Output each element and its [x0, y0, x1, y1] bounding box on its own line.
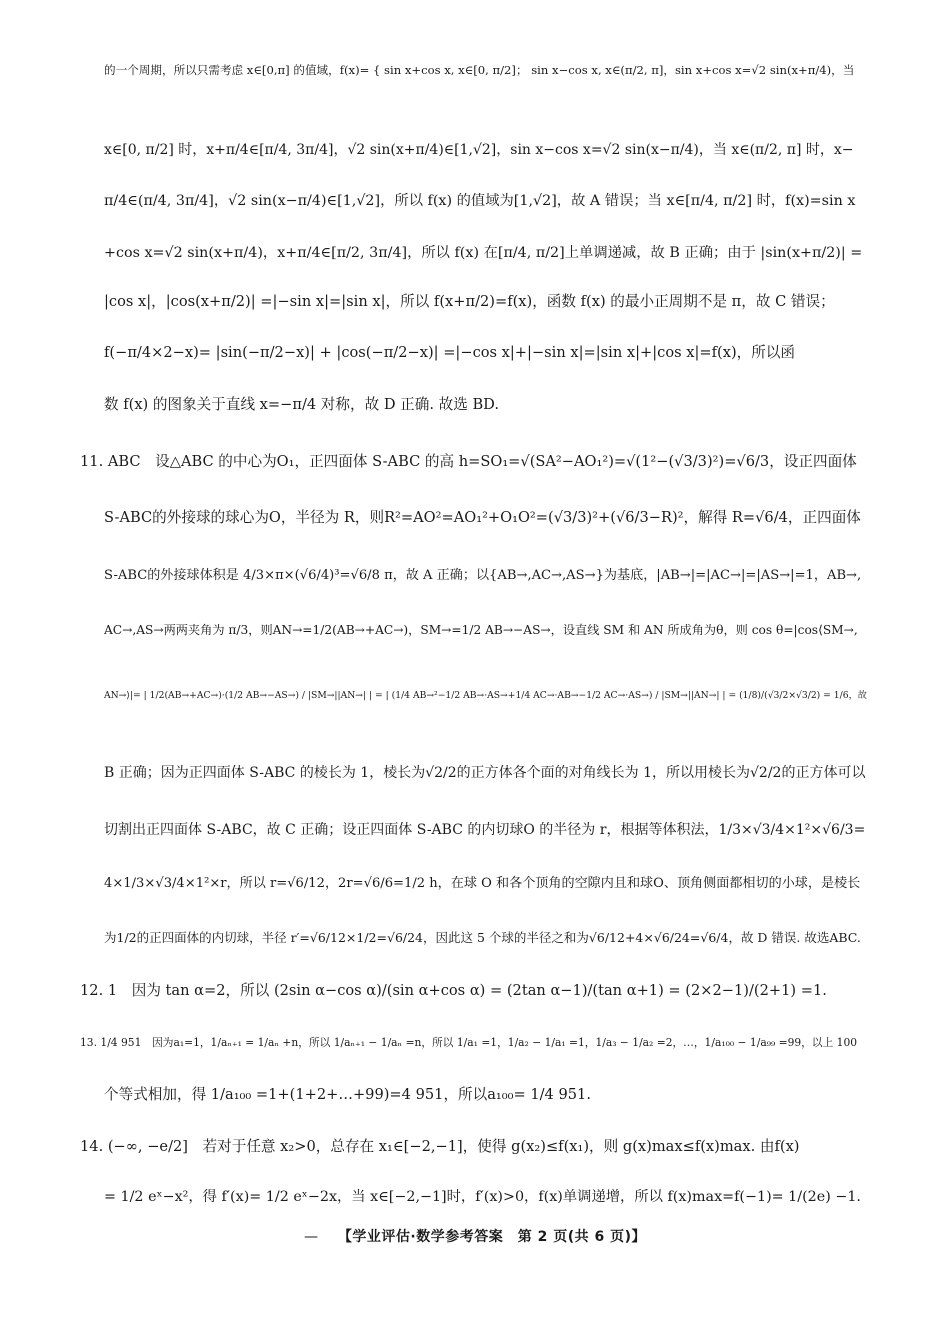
- text-line: |cos x|，|cos(x+π/2)| =|−sin x|=|sin x|，所以 f(x+π/2)=f(x)，函数 f(x) 的最小正周期不是 π，故 C 错误；: [104, 293, 835, 310]
- text-line: 切割出正四面体 S-ABC，故 C 正确；设正四面体 S-ABC 的内切球O 的半径为 r，根据等体积法，1/3×√3/4×1²×√6/3=: [104, 822, 866, 838]
- footer-dash: —: [304, 1229, 319, 1245]
- solution-12: 12. 1 因为 tan α=2，所以 (2sin α−cos α)/(sin α+cos α) = (2tan α−1)/(tan α+1) = (2×2−1)/(2+1) =1.: [80, 982, 827, 999]
- text-line: f(−π/4×2−x)= |sin(−π/2−x)| + |cos(−π/2−x)| =|−cos x|+|−sin x|=|sin x|+|cos x|=f(x)，所以函: [104, 344, 796, 361]
- text-line: = 1/2 eˣ−x²，得 f′(x)= 1/2 eˣ−2x，当 x∈[−2,−1]时，f′(x)>0，f(x)单调递增，所以 f(x)max=f(−1)= 1/(2e) −1.: [104, 1189, 861, 1205]
- text-line: S-ABC的外接球体积是 4/3×π×(√6/4)³=√6/8 π，故 A 正确；以{AB→,AC→,AS→}为基底，|AB→|=|AC→|=|AS→|=1，AB→,: [104, 568, 862, 583]
- text-line: 个等式相加，得 1/a₁₀₀ =1+(1+2+…+99)=4 951，所以a₁₀₀= 1/4 951.: [104, 1086, 591, 1103]
- text-line: 为1/2的正四面体的内切球，半径 r′=√6/12×1/2=√6/24，因此这 5 个球的半径之和为√6/12+4×√6/24=√6/4，故 D 错误. 故选ABC.: [104, 930, 861, 945]
- text-line: AC→,AS→两两夹角为 π/3，则AN→=1/2(AB→+AC→)，SM→=1/2 AB→−AS→，设直线 SM 和 AN 所成角为θ，则 cos θ=|cos⟨SM→,: [104, 623, 858, 637]
- text-line: 数 f(x) 的图象关于直线 x=−π/4 对称，故 D 正确. 故选 BD.: [104, 396, 499, 413]
- text-line: +cos x=√2 sin(x+π/4)，x+π/4∈[π/2, 3π/4]，所以 f(x) 在[π/4, π/2]上单调递减，故 B 正确；由于 |sin(x+π/2)| =: [104, 245, 863, 261]
- text-line: AN→⟩|= | 1/2(AB→+AC→)·(1/2 AB→−AS→) / |SM→||AN→| | = | (1/4 AB→²−1/2 AB→·AS→+1/4 AC→·AB→−1/2 AC→·AS→) / |SM→||AN→| | = (1/8)/(√3/2×√3/2) = 1/6，故: [104, 690, 867, 701]
- text-line: 4×1/3×√3/4×1²×r，所以 r=√6/12，2r=√6/6=1/2 h，在球 O 和各个顶角的空隙内且和球O、顶角侧面都相切的小球，是棱长: [104, 876, 861, 891]
- solution-14: 14. (−∞, −e/2] 若对于任意 x₂>0，总存在 x₁∈[−2,−1]，使得 g(x₂)≤f(x₁)，则 g(x)max≤f(x)max. 由f(x): [80, 1138, 800, 1155]
- text-line: B 正确；因为正四面体 S-ABC 的棱长为 1，棱长为√2/2的正方体各个面的对角线长为 1，所以用棱长为√2/2的正方体可以: [104, 765, 866, 781]
- solution-11: 11. ABC 设△ABC 的中心为O₁，正四面体 S-ABC 的高 h=SO₁=√(SA²−AO₁²)=√(1²−(√3/3)²)=√6/3，设正四面体: [80, 453, 857, 470]
- solution-13: 13. 1/4 951 因为a₁=1，1/aₙ₊₁ = 1/aₙ +n，所以 1/aₙ₊₁ − 1/aₙ =n，所以 1/a₁ =1，1/a₂ − 1/a₁ =1，1/a₃ − 1/a₂ =2，…，1/a₁₀₀ − 1/a₉₉ =99，以上 100: [80, 1036, 858, 1049]
- text-line: 的一个周期，所以只需考虑 x∈[0,π] 的值域，f(x)= { sin x+cos x, x∈[0, π/2]； sin x−cos x, x∈(π/2, π]，sin x+cos x=√2 sin(x+π/4)，当: [104, 63, 855, 77]
- text-line: S-ABC的外接球的球心为O，半径为 R，则R²=AO²=AO₁²+O₁O²=(√3/3)²+(√6/3−R)²，解得 R=√6/4，正四面体: [104, 509, 861, 526]
- footer-text: 【学业评估·数学参考答案 第 2 页(共 6 页)】: [337, 1229, 646, 1245]
- page-footer: [0, 1226, 950, 1246]
- text-line: x∈[0, π/2] 时，x+π/4∈[π/4, 3π/4]，√2 sin(x+π/4)∈[1,√2]，sin x−cos x=√2 sin(x−π/4)，当 x∈(π/2, π] 时，x−: [104, 142, 854, 158]
- text-line: π/4∈(π/4, 3π/4]，√2 sin(x−π/4)∈[1,√2]，所以 f(x) 的值域为[1,√2]，故 A 错误；当 x∈[π/4, π/2] 时，f(x)=sin x: [104, 193, 856, 209]
